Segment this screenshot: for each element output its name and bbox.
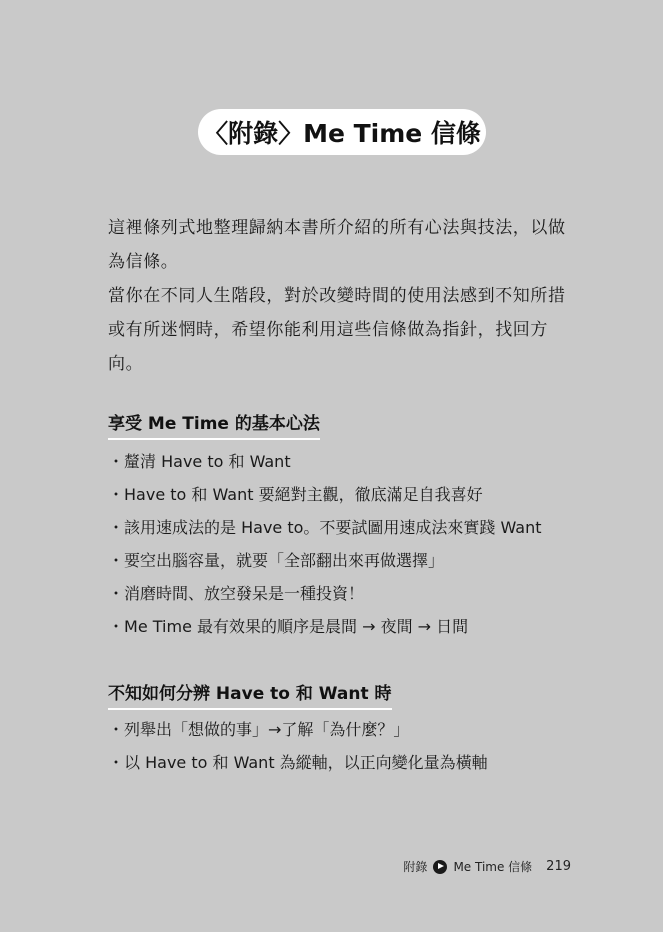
footer-section-label: 附錄 — [403, 860, 428, 874]
list-item: ・ Me Time 最有效果的順序是晨間 → 夜間 → 日間 — [108, 610, 542, 643]
footer-book-title: Me Time 信條 — [453, 860, 533, 874]
page-footer — [403, 858, 571, 875]
basic-mindset-list — [108, 445, 542, 643]
list-item: ・ 列舉出「想做的事」→了解「為什麼？」 — [108, 713, 488, 746]
list-item: ・ 釐清 Have to 和 Want — [108, 445, 542, 478]
section-heading-basic-mindset: 享受 Me Time 的基本心法 — [108, 409, 320, 440]
play-circle-icon — [433, 860, 447, 874]
list-item: ・ 該用速成法的是 Have to。不要試圖用速成法來實踐 Want — [108, 511, 542, 544]
page-number: 219 — [546, 859, 571, 874]
intro-text — [108, 211, 578, 381]
page-title: 〈附錄〉Me Time 信條 — [198, 109, 486, 155]
list-item: ・ Have to 和 Want 要絕對主觀，徹底滿足自我喜好 — [108, 478, 542, 511]
intro-paragraph-1: 這裡條列式地整理歸納本書所介紹的所有心法與技法，以做為信條。 — [108, 218, 566, 272]
section-heading-distinguish: 不知如何分辨 Have to 和 Want 時 — [108, 679, 392, 710]
distinguish-list — [108, 713, 488, 779]
intro-paragraph-2: 當你在不同人生階段，對於改變時間的使用法感到不知所措或有所迷惘時，希望你能利用這些信條做為指針，找回方向。 — [108, 286, 566, 374]
list-item: ・ 要空出腦容量，就要「全部翻出來再做選擇」 — [108, 544, 542, 577]
list-item: ・ 消磨時間、放空發呆是一種投資！ — [108, 577, 542, 610]
list-item: ・ 以 Have to 和 Want 為縱軸，以正向變化量為橫軸 — [108, 746, 488, 779]
